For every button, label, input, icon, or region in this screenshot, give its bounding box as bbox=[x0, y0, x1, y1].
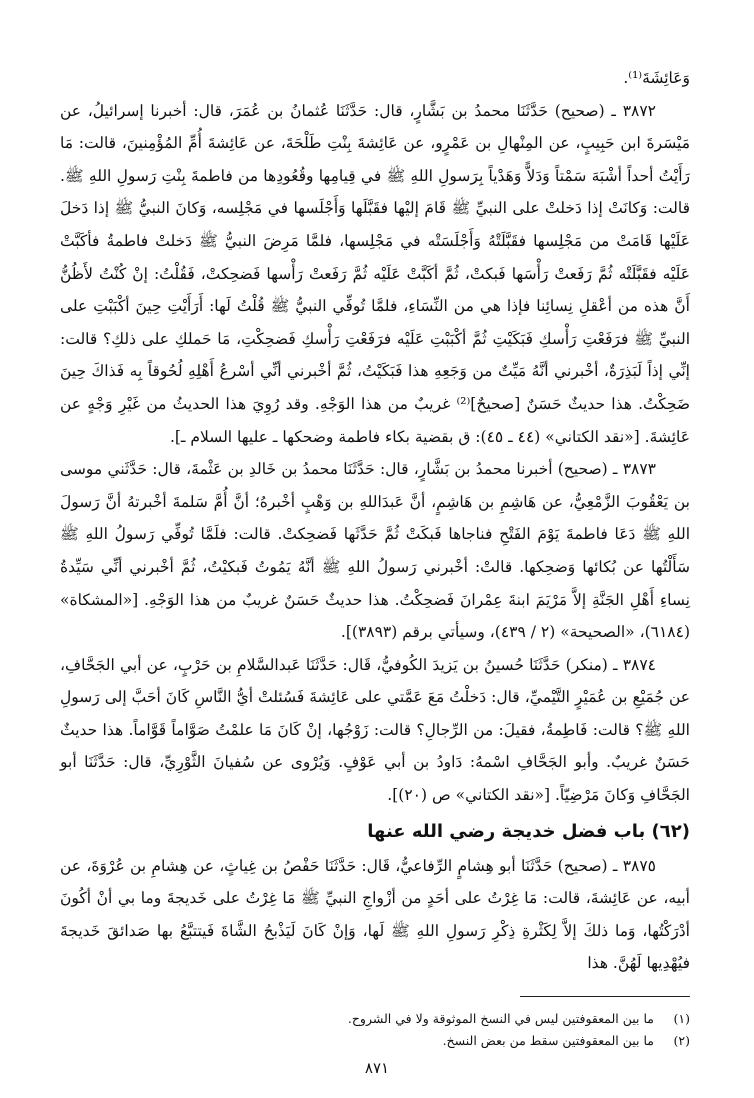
hadith-3874: ٣٨٧٤ ـ (منكر) حَدَّثَنَا حُسينُ بن يَزيدَ الكُوفيُّ، قَال: حَدَّثَنَا عَبدالسَّلامِ بن حَرْبٍ، عن أبي الجَحَّافِ، عن جُمَيْعِ بن عُمَيْرٍ التَّيْميِّ، قال: دَخلْتُ مَعَ عَمَّتي على عَائِشةَ فَسُئلتْ أيُّ النَّاسِ كَانَ أحَبَّ إلى رَسولِ اللهِ ﷺ؟ قالت: فَاطِمةُ، فقيلَ: من الرِّجالِ؟ قالت: زَوْجُها، إنْ كَانَ مَا علمْتُ صَوَّاماً قَوَّاماً. هذا حديثٌ حَسَنٌ غريبٌ. وأبو الجَحَّافِ اسْمهُ: دَاودُ بن أبي عَوْفٍ. وَيُرْوى عن سُفيانَ الثَّوْرِيِّ، قال: حَدَّثَنَا أبو الجَحَّافِ وَكانَ مَرْضِيّاً. [«نقد الكتاني» ص (٢٠)]. bbox=[60, 655, 690, 805]
footnote-1 bbox=[60, 1008, 690, 1030]
footnote-number: (١) bbox=[673, 1011, 690, 1026]
chapter-heading: (٦٢) باب فضل خديجة رضي الله عنها bbox=[367, 820, 690, 842]
footnotes bbox=[60, 1008, 690, 1052]
hadith-3872: ٣٨٧٢ ـ (صحيح) حَدَّثَنَا محمدُ بن بَشَّارٍ، قال: حَدَّثَنَا عُثمانُ بن عُمَرَ، قال: أخبرنا إسرائيلُ، عن مَيْسَرةَ ابن حَبِيبٍ، عن المِنْهالِ بن عَمْرٍو، عن عَائِشةَ بِنْتِ طَلْحَةَ، عن عَائِشةَ أُمِّ المُؤْمِنينَ، قالت: مَا رَأَيْتُ أحداً أشْبَهَ سَمْتاً وَدَلاًّ وَهَدْياً بِرَسولِ اللهِ ﷺ في قِيامِها وقُعُودِها من فاطمةَ بِنْتِ رَسولِ اللهِ ﷺ. قالت: وَكانَتْ إذا دَخلتْ على النبيِّ ﷺ قَامَ إليْها فقَبَّلَها وَأَجْلَسها في مَجْلِسه، وَكانَ النبيُّ ﷺ إذا دَخلَ عَلَيْها قَامَتْ من مَجْلِسها فقَبَّلَتْهُ وَأَجْلَسَتْه في مَجْلِسها، فلمَّا مَرِضَ النبيُّ ﷺ دَخلتْ فاطمةُ فأكَبَّتْ عَلَيْه فقَبَّلَتْه ثُمَّ رَفَعتْ رَأْسَها فَبكتْ، ثُمَّ أكَبَّتْ عَلَيْه ثُمَّ رَفَعتْ رَأْسها فَضحِكتْ، فَقُلْتُ: إنْ كُنْتُ لأَظُنُّ أَنَّ هذه من أعْقلِ نِسائِنا فإذا هي من النِّسَاءِ، فلمَّا تُوفِّي النبيُّ ﷺ قُلْتُ لَها: أَرَأَيْتِ حِينَ أكْبَبْتِ على النبيِّ ﷺ فرَفَعْتِ رَأْسكِ فَبَكَيْتِ ثُمَّ أكْبَبْتِ عَلَيْه فرَفَعْتِ رَأْسكِ فَضحِكْتِ، مَا حَملكِ على ذلكِ؟ قالت: إنِّي إذاً لَبَذِرَةٌ، أخْبرني أنَّهُ مَيِّتٌ من وَجَعِهِ هذا فَبَكَيْتُ، ثُمَّ أخْبرني أنِّي أسْرعُ أَهْلِهِ لُحُوقاً بِه فَذاكَ حِينَ ضَحِكْتُ. هذا حديثٌ حَسَنٌ [صحيحٌ]⁽²⁾ غريبٌ من هذا الوَجْهِ. وقد رُوِيَ هذا الحديثُ من غَيْرِ وَجْهٍ عن عَائِشةَ. [«نقد الكتاني» (٤٤ ـ ٤٥): ق بقضية بكاء فاطمة وضحكها ـ عليها السلام ـ]. bbox=[60, 101, 690, 446]
hadith-3875: ٣٨٧٥ ـ (صحيح) حَدَّثَنَا أبو هِشامٍ الرِّفاعيُّ، قَال: حَدَّثَنَا حَفْصُ بن غِياثٍ، عن هِشامِ بن عُرْوَةَ، عن أبيه، عن عَائِشةَ، قالت: مَا غِرْتُ على أحَدٍ من أزْواجِ النبيِّ ﷺ مَا غِرْتُ على خَديجةَ وما بي أنْ أكُونَ أدْرَكْتُها، وَما ذلكَ إلاَّ لِكَثْرةِ ذِكْرِ رَسولِ اللهِ ﷺ لَها، وَإنْ كَانَ لَيَذْبحُ الشَّاةَ فَيتتبَّعُ بها صَدائقَ خَديجةَ فيُهْدِيها لَهُنَّ. هذا bbox=[60, 856, 690, 973]
paragraph-continuation: وَعَائِشَةَ⁽¹⁾. bbox=[623, 69, 690, 87]
hadith-3873: ٣٨٧٣ ـ (صحيح) أخبرنا محمدُ بن بَشَّارٍ، قال: حَدَّثَنَا محمدُ بن خَالدِ بن عَثْمةَ، قال: حَدَّثَني موسى بن يَعْقُوبَ الزَّمْعِيُّ، عن هَاشِمِ بن هَاشِمٍ، أنَّ عَبدَاللهِ بن وَهْبٍ أخْبرهُ؛ أنَّ أُمَّ سَلمةَ أخْبرتهُ أنَّ رَسولَ اللهِ ﷺ دَعَا فاطمةَ يَوْمَ الفَتْحِ فناجاها فَبكَتْ ثُمَّ حَدَّثَها فَضحِكتْ. قالت: فلَمَّا تُوفِّي رَسولُ اللهِ ﷺ سَأَلْتُها عن بُكائها وَضحِكها. قالتْ: أخْبرني رَسولُ اللهِ ﷺ أنَّهُ يَمُوتُ فَبكيْتُ، ثُمَّ أخْبرني أنِّي سَيِّدةُ نِساءِ أَهْلِ الجَنَّةِ إلاَّ مَرْيَمَ ابنةَ عِمْرانَ فَضحِكْتُ. هذا حديثٌ حَسَنٌ غريبٌ من هذا الوَجْهِ. [«المشكاة» (٦١٨٤)، «الصحيحة» (٢ / ٤٣٩)، وسيأتي برقم (٣٨٩٣)]. bbox=[60, 460, 690, 642]
main-text bbox=[60, 62, 690, 980]
footnote-2 bbox=[60, 1030, 690, 1052]
footnote-number: (٢) bbox=[673, 1033, 690, 1048]
footnote-text: ما بين المعقوفتين ليس في النسخ الموثوقة ولا في الشروح. bbox=[347, 1011, 654, 1026]
page-number: ٨٧١ bbox=[364, 1059, 390, 1077]
footnote-text: ما بين المعقوفتين سقط من بعض النسخ. bbox=[442, 1033, 654, 1048]
footnote-divider bbox=[520, 996, 690, 997]
